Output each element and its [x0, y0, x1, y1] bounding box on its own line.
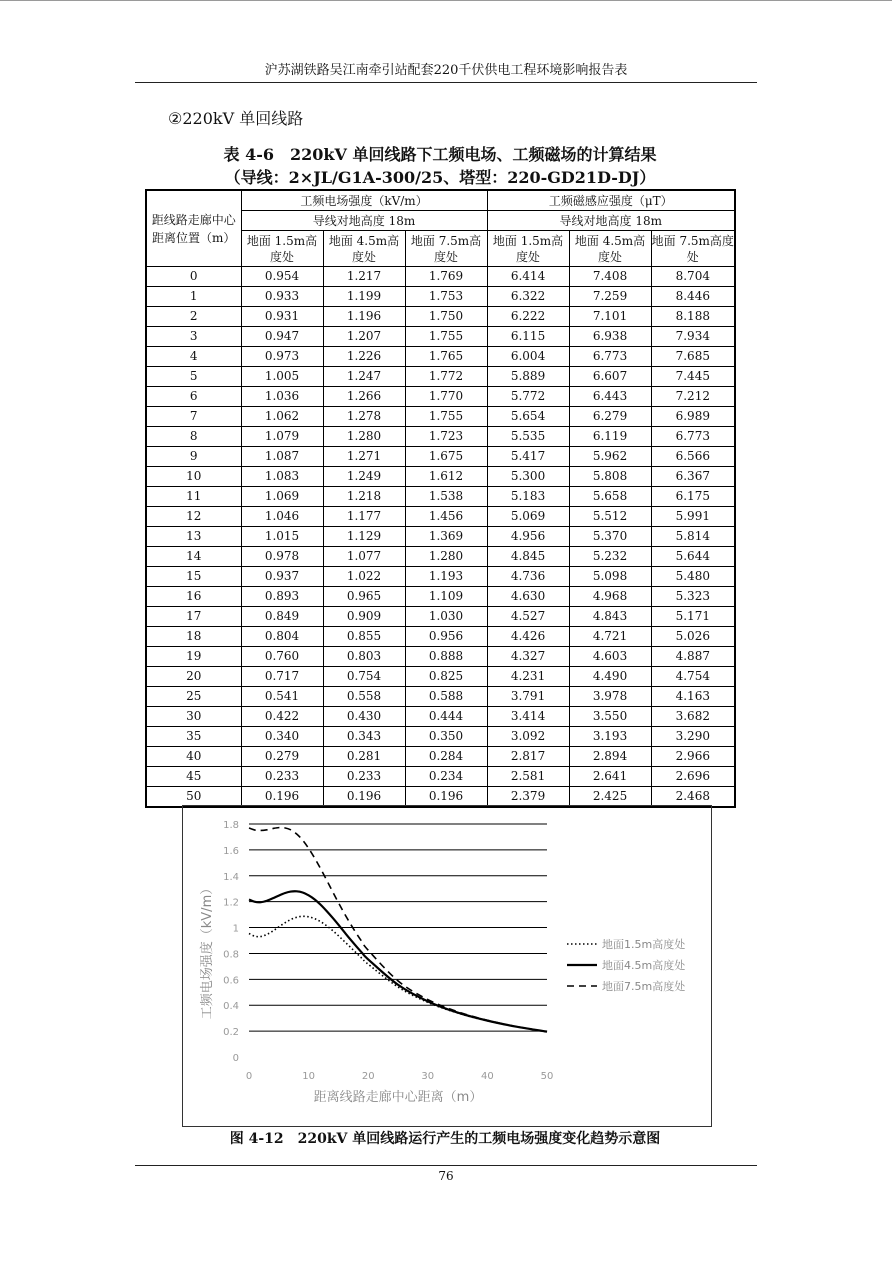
distance-cell: 18	[146, 627, 241, 647]
table-row	[146, 347, 735, 367]
table-row	[146, 507, 735, 527]
y-tick-label: 0	[232, 1053, 239, 1064]
table-row	[146, 367, 735, 387]
value-cell: 1.249	[323, 467, 405, 487]
value-cell: 1.030	[405, 607, 487, 627]
value-cell: 2.468	[651, 787, 735, 808]
value-cell: 4.490	[569, 667, 651, 687]
value-cell: 4.754	[651, 667, 735, 687]
value-cell: 0.855	[323, 627, 405, 647]
value-cell: 5.417	[487, 447, 569, 467]
value-cell: 4.956	[487, 527, 569, 547]
value-cell: 1.723	[405, 427, 487, 447]
value-cell: 3.550	[569, 707, 651, 727]
x-tick-label: 0	[245, 1071, 253, 1082]
value-cell: 6.989	[651, 407, 735, 427]
value-cell: 3.682	[651, 707, 735, 727]
value-cell: 4.630	[487, 587, 569, 607]
value-cell: 5.644	[651, 547, 735, 567]
value-cell: 6.773	[569, 347, 651, 367]
distance-cell: 50	[146, 787, 241, 808]
table-row	[146, 787, 735, 808]
value-cell: 5.535	[487, 427, 569, 447]
table-row	[146, 567, 735, 587]
value-cell: 0.754	[323, 667, 405, 687]
value-cell: 6.367	[651, 467, 735, 487]
y-axis-title: 工频电场强度（kV/m）	[200, 881, 215, 1020]
value-cell: 0.804	[241, 627, 323, 647]
value-cell: 0.956	[405, 627, 487, 647]
bfield-wire-height: 导线对地高度 18m	[487, 211, 735, 231]
value-cell: 5.300	[487, 467, 569, 487]
value-cell: 0.279	[241, 747, 323, 767]
value-cell: 0.893	[241, 587, 323, 607]
value-cell: 6.938	[569, 327, 651, 347]
value-cell: 1.280	[323, 427, 405, 447]
distance-cell: 9	[146, 447, 241, 467]
value-cell: 4.327	[487, 647, 569, 667]
value-cell: 0.973	[241, 347, 323, 367]
value-cell: 0.430	[323, 707, 405, 727]
distance-cell: 17	[146, 607, 241, 627]
value-cell: 1.765	[405, 347, 487, 367]
value-cell: 7.934	[651, 327, 735, 347]
value-cell: 5.171	[651, 607, 735, 627]
value-cell: 1.753	[405, 287, 487, 307]
table-row	[146, 327, 735, 347]
value-cell: 1.022	[323, 567, 405, 587]
value-cell: 1.218	[323, 487, 405, 507]
distance-cell: 19	[146, 647, 241, 667]
distance-cell: 1	[146, 287, 241, 307]
series-line-1	[249, 916, 547, 1031]
y-tick-label: 1.8	[223, 820, 239, 831]
distance-cell: 20	[146, 667, 241, 687]
value-cell: 5.889	[487, 367, 569, 387]
value-cell: 0.541	[241, 687, 323, 707]
height-label: 地面 4.5m高度处	[323, 231, 405, 267]
table-row	[146, 587, 735, 607]
series-line-2	[249, 891, 547, 1031]
value-cell: 6.115	[487, 327, 569, 347]
distance-cell: 3	[146, 327, 241, 347]
value-cell: 0.340	[241, 727, 323, 747]
value-cell: 3.290	[651, 727, 735, 747]
table-row	[146, 547, 735, 567]
value-cell: 6.414	[487, 267, 569, 287]
value-cell: 7.685	[651, 347, 735, 367]
value-cell: 2.425	[569, 787, 651, 808]
bfield-group-header: 工频磁感应强度（μT）	[487, 190, 735, 211]
value-cell: 0.803	[323, 647, 405, 667]
table-row	[146, 687, 735, 707]
value-cell: 4.231	[487, 667, 569, 687]
value-cell: 4.163	[651, 687, 735, 707]
value-cell: 0.233	[323, 767, 405, 787]
table-row	[146, 487, 735, 507]
value-cell: 0.978	[241, 547, 323, 567]
value-cell: 6.222	[487, 307, 569, 327]
x-tick-label: 20	[361, 1071, 375, 1082]
x-tick-label: 40	[481, 1071, 494, 1082]
x-tick-label: 10	[302, 1071, 315, 1082]
value-cell: 0.422	[241, 707, 323, 727]
distance-cell: 45	[146, 767, 241, 787]
height-label: 地面 7.5m高度处	[651, 231, 735, 267]
value-cell: 0.350	[405, 727, 487, 747]
value-cell: 4.603	[569, 647, 651, 667]
page-top-edge	[0, 0, 892, 1]
distance-cell: 8	[146, 427, 241, 447]
value-cell: 4.426	[487, 627, 569, 647]
distance-cell: 12	[146, 507, 241, 527]
value-cell: 3.193	[569, 727, 651, 747]
table-row	[146, 467, 735, 487]
value-cell: 5.814	[651, 527, 735, 547]
distance-cell: 35	[146, 727, 241, 747]
table-row	[146, 447, 735, 467]
value-cell: 1.772	[405, 367, 487, 387]
distance-cell: 30	[146, 707, 241, 727]
y-tick-label: 1.6	[223, 845, 239, 857]
value-cell: 0.849	[241, 607, 323, 627]
distance-column-header: 距线路走廊中心距离位置（m）	[146, 190, 241, 267]
distance-cell: 2	[146, 307, 241, 327]
value-cell: 0.933	[241, 287, 323, 307]
value-cell: 5.069	[487, 507, 569, 527]
distance-cell: 0	[146, 267, 241, 287]
value-cell: 5.480	[651, 567, 735, 587]
distance-cell: 15	[146, 567, 241, 587]
value-cell: 0.444	[405, 707, 487, 727]
y-tick-label: 0.6	[223, 975, 239, 987]
value-cell: 0.196	[405, 787, 487, 808]
distance-cell: 7	[146, 407, 241, 427]
value-cell: 1.278	[323, 407, 405, 427]
value-cell: 1.226	[323, 347, 405, 367]
value-cell: 5.323	[651, 587, 735, 607]
value-cell: 0.965	[323, 587, 405, 607]
value-cell: 5.808	[569, 467, 651, 487]
value-cell: 0.717	[241, 667, 323, 687]
value-cell: 1.177	[323, 507, 405, 527]
value-cell: 2.696	[651, 767, 735, 787]
value-cell: 7.101	[569, 307, 651, 327]
header-rule	[135, 82, 757, 83]
value-cell: 6.119	[569, 427, 651, 447]
value-cell: 1.217	[323, 267, 405, 287]
x-tick-label: 50	[540, 1071, 554, 1082]
value-cell: 1.750	[405, 307, 487, 327]
table-row	[146, 727, 735, 747]
distance-cell: 5	[146, 367, 241, 387]
value-cell: 2.966	[651, 747, 735, 767]
x-tick-label: 30	[421, 1071, 435, 1082]
value-cell: 5.512	[569, 507, 651, 527]
y-tick-label: 1.2	[223, 897, 239, 909]
distance-cell: 4	[146, 347, 241, 367]
value-cell: 2.817	[487, 747, 569, 767]
footer-rule	[135, 1165, 757, 1166]
value-cell: 1.079	[241, 427, 323, 447]
value-cell: 0.343	[323, 727, 405, 747]
value-cell: 2.379	[487, 787, 569, 808]
legend-label: 地面7.5m高度处	[602, 980, 686, 993]
efield-wire-height: 导线对地高度 18m	[241, 211, 487, 231]
value-cell: 5.026	[651, 627, 735, 647]
value-cell: 2.641	[569, 767, 651, 787]
section-heading: ②220kV 单回线路	[168, 109, 304, 128]
value-cell: 1.207	[323, 327, 405, 347]
value-cell: 5.654	[487, 407, 569, 427]
value-cell: 4.736	[487, 567, 569, 587]
y-tick-label: 0.4	[223, 1001, 239, 1013]
value-cell: 1.755	[405, 327, 487, 347]
value-cell: 1.015	[241, 527, 323, 547]
value-cell: 6.443	[569, 387, 651, 407]
value-cell: 0.760	[241, 647, 323, 667]
table-row	[146, 267, 735, 287]
value-cell: 0.588	[405, 687, 487, 707]
value-cell: 6.773	[651, 427, 735, 447]
running-header: 沪苏湖铁路吴江南牵引站配套220千伏供电工程环境影响报告表	[264, 63, 628, 78]
value-cell: 3.092	[487, 727, 569, 747]
value-cell: 5.991	[651, 507, 735, 527]
value-cell: 2.581	[487, 767, 569, 787]
value-cell: 7.212	[651, 387, 735, 407]
legend-label: 地面1.5m高度处	[602, 938, 686, 951]
value-cell: 1.199	[323, 287, 405, 307]
value-cell: 6.004	[487, 347, 569, 367]
height-label: 地面 7.5m高度处	[405, 231, 487, 267]
table-row	[146, 667, 735, 687]
value-cell: 4.845	[487, 547, 569, 567]
distance-cell: 10	[146, 467, 241, 487]
value-cell: 0.196	[241, 787, 323, 808]
y-tick-label: 0.2	[223, 1027, 239, 1039]
table-body	[146, 267, 735, 808]
value-cell: 2.894	[569, 747, 651, 767]
value-cell: 1.036	[241, 387, 323, 407]
value-cell: 0.954	[241, 267, 323, 287]
value-cell: 5.772	[487, 387, 569, 407]
value-cell: 0.931	[241, 307, 323, 327]
value-cell: 1.109	[405, 587, 487, 607]
y-tick-label: 1	[232, 923, 239, 935]
value-cell: 3.791	[487, 687, 569, 707]
results-table	[145, 189, 736, 808]
distance-cell: 13	[146, 527, 241, 547]
legend-label: 地面4.5m高度处	[602, 959, 686, 972]
value-cell: 1.612	[405, 467, 487, 487]
table-row	[146, 307, 735, 327]
value-cell: 1.077	[323, 547, 405, 567]
value-cell: 1.069	[241, 487, 323, 507]
height-label: 地面 4.5m高度处	[569, 231, 651, 267]
series-line-3	[249, 828, 547, 1032]
table-row	[146, 407, 735, 427]
value-cell: 0.234	[405, 767, 487, 787]
value-cell: 1.196	[323, 307, 405, 327]
distance-cell: 25	[146, 687, 241, 707]
y-tick-label: 1.4	[223, 871, 239, 883]
value-cell: 1.247	[323, 367, 405, 387]
value-cell: 1.266	[323, 387, 405, 407]
value-cell: 4.721	[569, 627, 651, 647]
table-row	[146, 767, 735, 787]
value-cell: 8.446	[651, 287, 735, 307]
value-cell: 1.062	[241, 407, 323, 427]
table-caption: 表 4-6 220kV 单回线路下工频电场、工频磁场的计算结果	[223, 145, 657, 164]
value-cell: 4.887	[651, 647, 735, 667]
value-cell: 1.193	[405, 567, 487, 587]
y-tick-label: 0.8	[223, 949, 239, 961]
value-cell: 5.658	[569, 487, 651, 507]
table-row	[146, 287, 735, 307]
distance-cell: 40	[146, 747, 241, 767]
value-cell: 1.087	[241, 447, 323, 467]
value-cell: 1.280	[405, 547, 487, 567]
table-row	[146, 707, 735, 727]
value-cell: 7.408	[569, 267, 651, 287]
value-cell: 4.843	[569, 607, 651, 627]
value-cell: 0.284	[405, 747, 487, 767]
distance-cell: 6	[146, 387, 241, 407]
table-subcaption: （导线：2×JL/G1A-300/25、塔型：220-GD21D-DJ）	[224, 168, 656, 187]
table-row	[146, 647, 735, 667]
value-cell: 4.527	[487, 607, 569, 627]
value-cell: 8.704	[651, 267, 735, 287]
value-cell: 5.232	[569, 547, 651, 567]
value-cell: 1.271	[323, 447, 405, 467]
value-cell: 3.978	[569, 687, 651, 707]
value-cell: 6.322	[487, 287, 569, 307]
value-cell: 0.558	[323, 687, 405, 707]
value-cell: 5.183	[487, 487, 569, 507]
value-cell: 0.233	[241, 767, 323, 787]
value-cell: 8.188	[651, 307, 735, 327]
table-row	[146, 527, 735, 547]
value-cell: 1.755	[405, 407, 487, 427]
chart-canvas	[183, 806, 711, 1126]
table-row	[146, 627, 735, 647]
value-cell: 0.825	[405, 667, 487, 687]
value-cell: 0.937	[241, 567, 323, 587]
value-cell: 5.370	[569, 527, 651, 547]
value-cell: 5.098	[569, 567, 651, 587]
value-cell: 6.566	[651, 447, 735, 467]
efield-group-header: 工频电场强度（kV/m）	[241, 190, 487, 211]
value-cell: 1.770	[405, 387, 487, 407]
distance-cell: 11	[146, 487, 241, 507]
value-cell: 1.129	[323, 527, 405, 547]
value-cell: 6.607	[569, 367, 651, 387]
value-cell: 6.175	[651, 487, 735, 507]
height-label: 地面 1.5m高度处	[241, 231, 323, 267]
value-cell: 0.888	[405, 647, 487, 667]
efield-chart	[182, 805, 712, 1127]
table-row	[146, 427, 735, 447]
value-cell: 1.046	[241, 507, 323, 527]
value-cell: 4.968	[569, 587, 651, 607]
x-axis-title: 距离线路走廊中心距离（m）	[313, 1090, 483, 1105]
value-cell: 1.538	[405, 487, 487, 507]
height-label: 地面 1.5m高度处	[487, 231, 569, 267]
value-cell: 1.083	[241, 467, 323, 487]
distance-cell: 16	[146, 587, 241, 607]
page-number: 76	[438, 1169, 454, 1183]
value-cell: 0.947	[241, 327, 323, 347]
value-cell: 7.259	[569, 287, 651, 307]
value-cell: 1.005	[241, 367, 323, 387]
value-cell: 5.962	[569, 447, 651, 467]
figure-caption: 图 4-12 220kV 单回线路运行产生的工频电场强度变化趋势示意图	[229, 1131, 661, 1147]
value-cell: 0.909	[323, 607, 405, 627]
value-cell: 0.281	[323, 747, 405, 767]
value-cell: 1.456	[405, 507, 487, 527]
distance-cell: 14	[146, 547, 241, 567]
value-cell: 1.675	[405, 447, 487, 467]
table-row	[146, 747, 735, 767]
table-row	[146, 387, 735, 407]
value-cell: 7.445	[651, 367, 735, 387]
value-cell: 3.414	[487, 707, 569, 727]
value-cell: 6.279	[569, 407, 651, 427]
table-row	[146, 607, 735, 627]
value-cell: 0.196	[323, 787, 405, 808]
value-cell: 1.769	[405, 267, 487, 287]
value-cell: 1.369	[405, 527, 487, 547]
